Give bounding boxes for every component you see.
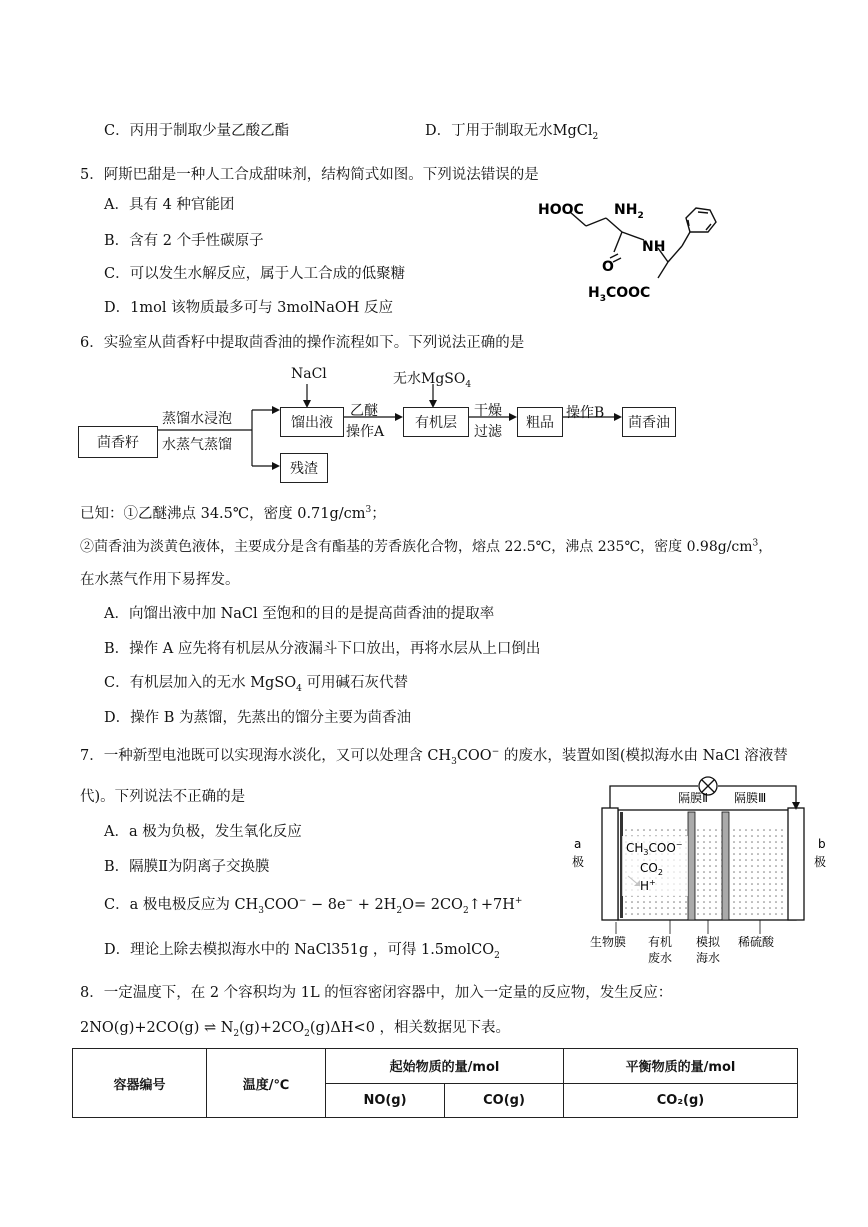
q7-stem-line1: 7．一种新型电池既可以实现海水淡化，又可以处理含 $CH_3COO^-$ 的废水，装置如图(模拟海水由 NaCl 溶液替	[80, 747, 788, 767]
flow-box-distillate: 馏出液	[280, 407, 344, 437]
flow-box-crude: 粗品	[517, 407, 563, 437]
membrane2-label: 隔膜Ⅱ	[678, 791, 708, 805]
flow-ether-label: 乙醚	[350, 403, 378, 419]
flow-box-residue: 残渣	[280, 453, 328, 483]
q7-option-b: B．隔膜Ⅱ为阴离子交换膜	[104, 859, 270, 875]
flow-opa-label: 操作A	[346, 424, 385, 440]
header-equilibrium-amount: 平衡物质的量/mol	[564, 1049, 798, 1084]
q6-option-a: A．向馏出液中加 NaCl 至饱和的目的是提高茴香油的提取率	[104, 606, 495, 622]
q6-stem: 6．实验室从茴香籽中提取茴香油的操作流程如下。下列说法正确的是	[80, 335, 525, 351]
sea-label1: 模拟	[696, 935, 721, 949]
subheader-co: CO(g)	[445, 1083, 564, 1118]
q6-known-3: 在水蒸气作用下易挥发。	[80, 572, 240, 588]
q7-option-d: D．理论上除去模拟海水中的 NaCl351g ，可得 1.5molCO$_2$	[104, 942, 500, 961]
sea-label2: 海水	[696, 951, 721, 965]
q6-known-2: ②茴香油为淡黄色液体，主要成分是含有酯基的芳香族化合物，熔点 22.5℃，沸点 235℃，密度 $0.98g/cm^3$，	[80, 538, 773, 555]
nh-label: NH	[642, 239, 666, 255]
acid-label: 稀硫酸	[738, 935, 775, 949]
ion-label: $CH_3COO^-$	[626, 840, 683, 857]
q7-option-a: A．a 极为负极，发生氧化反应	[104, 824, 302, 840]
q4-option-c: C．丙用于制取少量乙酸乙酯	[104, 123, 290, 139]
electrode-b-label: b	[818, 837, 826, 851]
subheader-no: NO(g)	[326, 1083, 445, 1118]
q6-option-b: B．操作 A 应先将有机层从分液漏斗下口放出，再将水层从上口倒出	[104, 641, 541, 657]
waste-label2: 废水	[648, 951, 673, 965]
header-container-id: 容器编号	[73, 1049, 207, 1118]
q6-option-c: C．有机层加入的无水 MgSO$_4$ 可用碱石灰代替	[104, 675, 408, 694]
q5-option-c: C．可以发生水解反应，属于人工合成的低聚糖	[104, 266, 406, 282]
cooh-label: HOOC	[538, 202, 584, 218]
o-label: O	[602, 259, 614, 275]
electrode-a-label2: 极	[572, 855, 585, 869]
flow-filter-label: 过滤	[474, 424, 502, 440]
header-initial-amount: 起始物质的量/mol	[326, 1049, 564, 1084]
q8-equation: 2NO(g)+2CO(g) ⇌ $N_2(g)+2CO_2(g)\Delta H<0$ ，相关数据见下表。	[80, 1020, 511, 1039]
q7-option-c: C．a 极电极反应为 $CH_3COO^- - 8e^- + 2H_2O=$ $2CO_2↑+7H^+$	[104, 896, 523, 916]
membrane3-label: 隔膜Ⅲ	[734, 791, 767, 805]
q6-known-1: 已知：①乙醚沸点 34.5℃，密度 $0.71g/cm^3$；	[80, 505, 386, 522]
flow-dry-label: 干燥	[474, 403, 502, 419]
electrode-a-label: a	[574, 837, 582, 851]
flow-mgso4-label: 无水MgSO$_4$	[393, 371, 472, 390]
waste-label1: 有机	[648, 935, 673, 949]
flow-box-oil: 茴香油	[622, 407, 676, 437]
co2-label: $CO_2$	[640, 861, 663, 877]
q5-option-b: B．含有 2 个手性碳原子	[104, 233, 264, 249]
q5-option-a: A．具有 4 种官能团	[104, 197, 235, 213]
electrode-b-label2: 极	[814, 855, 827, 869]
subheader-co2: CO₂(g)	[564, 1083, 798, 1118]
flow-step1-top: 蒸馏水浸泡	[162, 411, 232, 427]
flow-step1-bottom: 水蒸气蒸馏	[162, 437, 232, 453]
q4-option-d: D．丁用于制取无水MgCl$_2$	[425, 123, 599, 142]
header-temperature: 温度/℃	[207, 1049, 326, 1118]
battery-diagram	[570, 774, 840, 974]
nh2-label: $NH_2$	[614, 202, 644, 221]
flow-box-organic: 有机层	[403, 407, 469, 437]
q5-option-d: D．1mol 该物质最多可与 3molNaOH 反应	[104, 300, 394, 316]
flow-nacl-label: NaCl	[291, 366, 327, 382]
q6-option-d: D．操作 B 为蒸馏，先蒸出的馏分主要为茴香油	[104, 710, 411, 726]
h-label: H+	[640, 878, 656, 893]
biofilm-label: 生物膜	[590, 935, 627, 949]
q5-stem: 5．阿斯巴甜是一种人工合成甜味剂，结构简式如图。下列说法错误的是	[80, 167, 539, 183]
ester-label: $H_3COOC$	[588, 285, 651, 304]
flow-opb-label: 操作B	[566, 405, 605, 421]
q7-stem-line2: 代)。下列说法不正确的是	[80, 789, 246, 805]
q8-data-table	[72, 1048, 798, 1118]
aspartame-structure	[530, 196, 730, 306]
q8-stem: 8．一定温度下，在 2 个容积均为 1L 的恒容密闭容器中，加入一定量的反应物，发生反应：	[80, 985, 673, 1001]
flow-box-start: 茴香籽	[78, 426, 158, 458]
